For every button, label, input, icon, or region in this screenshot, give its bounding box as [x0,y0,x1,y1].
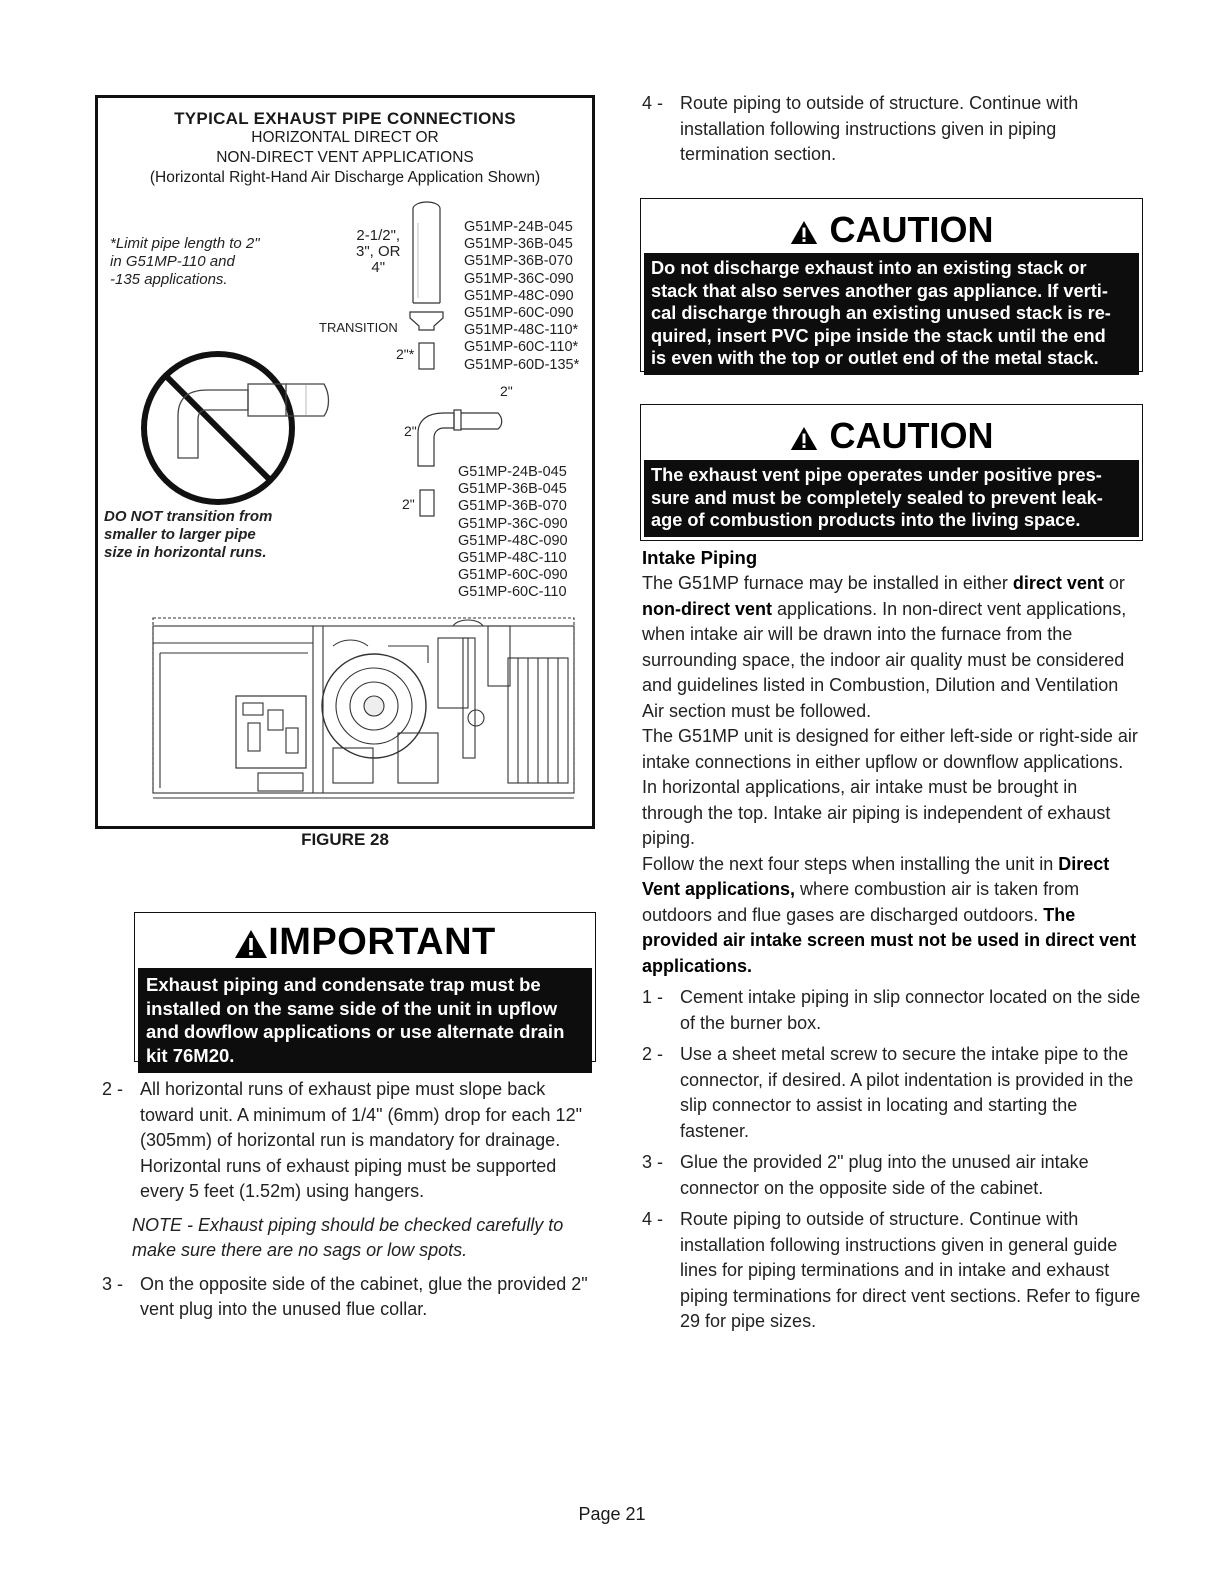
pipe-size-line-1: 2-1/2", [356,227,401,244]
important-notice [134,912,596,1066]
step-number: 3 - [102,1273,124,1294]
warning-triangle-icon [790,426,818,451]
important-body [138,968,592,1073]
figure-subtitle-3: (Horizontal Right-Hand Air Discharge Application Shown) [149,169,541,186]
do-not-line-3: size in horizontal runs. [104,544,267,561]
vertical-pipe-icon [410,202,443,369]
pipe-size-line-2: 3", OR [356,243,401,260]
step-item [642,1150,1143,1201]
caution-line-1: Do not discharge exhaust into an existing stack or [651,258,1087,278]
caution-line-2: stack that also serves another gas appliance. If verti- [651,280,1108,301]
step-number: 2 - [642,1044,664,1064]
step-number: 4 - [642,93,664,113]
text-run-bold: The provided air intake screen must not be used in direct vent applications. [642,904,1137,976]
step-text: Use a sheet metal screw to secure the intake pipe to the connector, if desired. A pilot indentation is provided in the slip connector to assist in locating and starting the fastener. [680,1044,1134,1141]
intake-steps-list [642,985,1143,1335]
important-line-2: installed on the same side of the unit in upflow [146,997,558,1019]
model-item: G51MP-48C-090 [464,287,574,304]
text-run-bold: direct vent [1012,573,1104,593]
caution-body [644,253,1139,375]
caution-notice-stack [640,198,1143,372]
caution-line-3: cal discharge through an existing unused stack is re- [651,303,1111,324]
text-run: where combustion air is taken from outdoors and flue gases are discharged outdoors. [642,879,1080,925]
step-item [642,91,1142,168]
figure-title: TYPICAL EXHAUST PIPE CONNECTIONS [174,109,516,128]
right-step-4 [642,91,1142,168]
intake-paragraph-3 [642,852,1143,980]
caution-line-5: is even with the top or outlet end of the metal stack. [651,348,1099,369]
do-not-line-2: smaller to larger pipe [104,526,256,543]
step-text: Glue the provided 2" plug into the unused air intake connector on the opposite side of the cabinet. [680,1152,1089,1198]
step-item [642,1207,1143,1335]
important-line-1: Exhaust piping and condensate trap must be [146,974,541,995]
step-number: 3 - [642,1152,664,1172]
model-item: G51MP-36B-070 [464,253,573,270]
caution-heading: CAUTION [829,415,994,456]
model-item: G51MP-36B-070 [458,498,567,515]
important-line-4: kit 76M20. [146,1044,235,1066]
model-item: G51MP-48C-110* [464,322,579,339]
caution-line-3: age of combustion products into the living space. [651,510,1081,531]
important-heading: IMPORTANT [268,921,496,963]
model-item: G51MP-60C-090 [464,305,574,322]
left-column-text [102,1077,596,1323]
limit-note-line-2: in G51MP-110 and [110,253,235,270]
important-heading-row [135,913,595,968]
text-run: Follow the next four steps when installing the unit in [642,853,1059,874]
model-item: G51MP-60C-090 [458,567,568,584]
step-item [642,1042,1143,1144]
model-item: G51MP-36C-090 [458,515,568,532]
caution-line-4: quired, insert PVC pipe inside the stack until the end [651,325,1106,346]
step-number: 1 - [642,987,664,1007]
caution-body [644,460,1139,537]
figure-subtitle-1: HORIZONTAL DIRECT OR [251,129,439,146]
model-item: G51MP-48C-090 [458,532,568,549]
text-run-bold: Direct Vent applications, [642,853,1110,899]
warning-triangle-icon [790,220,818,245]
model-item: G51MP-60D-135* [464,356,580,373]
exhaust-note: NOTE - Exhaust piping should be checked carefully to make sure there are no sags or low spots. [132,1214,564,1260]
step-text: Route piping to outside of structure. Continue with installation following instructions given in general guide lines for piping terminations and in intake and exhaust piping terminations for direct vent sections. Refer to figure 29 for pipe sizes. [680,1209,1141,1331]
two-inch-label-a: 2" [500,383,513,399]
step-item [642,985,1143,1036]
elbow-pipe-icon [418,410,502,516]
pipe-size-line-3: 4" [371,259,386,276]
figure-28 [95,95,595,829]
warning-triangle-icon [234,929,268,959]
intake-paragraph-2: The G51MP unit is designed for either left-side or right-side air intake connections in either upflow or downflow applications. In horizontal applications, air intake must be brought in through the top. Intake air piping is independent of exhaust piping. [642,726,1138,848]
text-run: or [1103,573,1125,593]
intake-piping-section [642,545,1143,1335]
caution-line-2: sure and must be completely sealed to prevent leak- [651,487,1103,508]
figure-subtitle-2: NON-DIRECT VENT APPLICATIONS [216,149,474,166]
step-item [102,1077,596,1205]
caution-notice-vent [640,404,1143,541]
two-inch-label-c: 2" [402,496,415,512]
text-run-bold: non-direct vent [642,598,773,619]
limit-note-line-1: *Limit pipe length to 2" [110,235,260,252]
step-number: 4 - [642,1209,664,1229]
page-number: Page 21 [578,1504,646,1524]
model-item: G51MP-24B-045 [464,219,573,235]
text-run: applications. In non-direct vent applications, when intake air will be drawn into the furnace from the surrounding space, the indoor air quality must be considered and guidelines listed in Combustion, Dilution and Ventilation Air section must be followed. [642,598,1127,721]
do-not-line-1: DO NOT transition from [104,508,273,525]
transition-label: TRANSITION [319,320,398,335]
step-text: Cement intake piping in slip connector located on the side of the burner box. [680,987,1141,1033]
step-number: 2 - [102,1079,124,1099]
model-item: G51MP-24B-045 [458,464,567,480]
intake-heading: Intake Piping [642,547,758,568]
intake-paragraph-1 [642,571,1143,724]
step-text: All horizontal runs of exhaust pipe must slope back toward unit. A minimum of 1/4" (6mm) drop for each 12" (305mm) of horizontal run is mandatory for drainage. Horizontal runs of exhaust piping must be supported every 5 feet (1.52m) using hangers. [140,1079,582,1201]
important-line-3: and dowflow applications or use alternate drain [146,1021,565,1042]
model-item: G51MP-36C-090 [464,270,574,287]
text-run: The G51MP furnace may be installed in either [642,573,1013,593]
step-item [102,1272,596,1323]
step-text: On the opposite side of the cabinet, glue the provided 2" vent plug into the unused flue collar. [140,1273,588,1319]
model-item: G51MP-48C-110 [458,550,567,567]
two-inch-star-label: 2"* [396,346,415,362]
model-item: G51MP-60C-110 [458,584,567,601]
figure-caption: FIGURE 28 [301,830,389,849]
caution-heading-row [641,199,1142,253]
step-text: Route piping to outside of structure. Continue with installation following instructions given in piping termination section. [680,93,1079,164]
prohibited-symbol-icon [144,354,329,502]
caution-line-1: The exhaust vent pipe operates under positive pres- [651,465,1102,485]
two-inch-label-b: 2" [404,423,417,439]
model-item: G51MP-36B-045 [464,236,573,253]
model-item: G51MP-60C-110* [464,339,579,356]
figure-drawings [98,98,592,826]
limit-note-line-3: -135 applications. [110,271,228,288]
furnace-unit-drawing [153,618,574,798]
caution-heading: CAUTION [829,209,994,250]
model-item: G51MP-36B-045 [458,481,567,498]
caution-heading-row [641,405,1142,460]
